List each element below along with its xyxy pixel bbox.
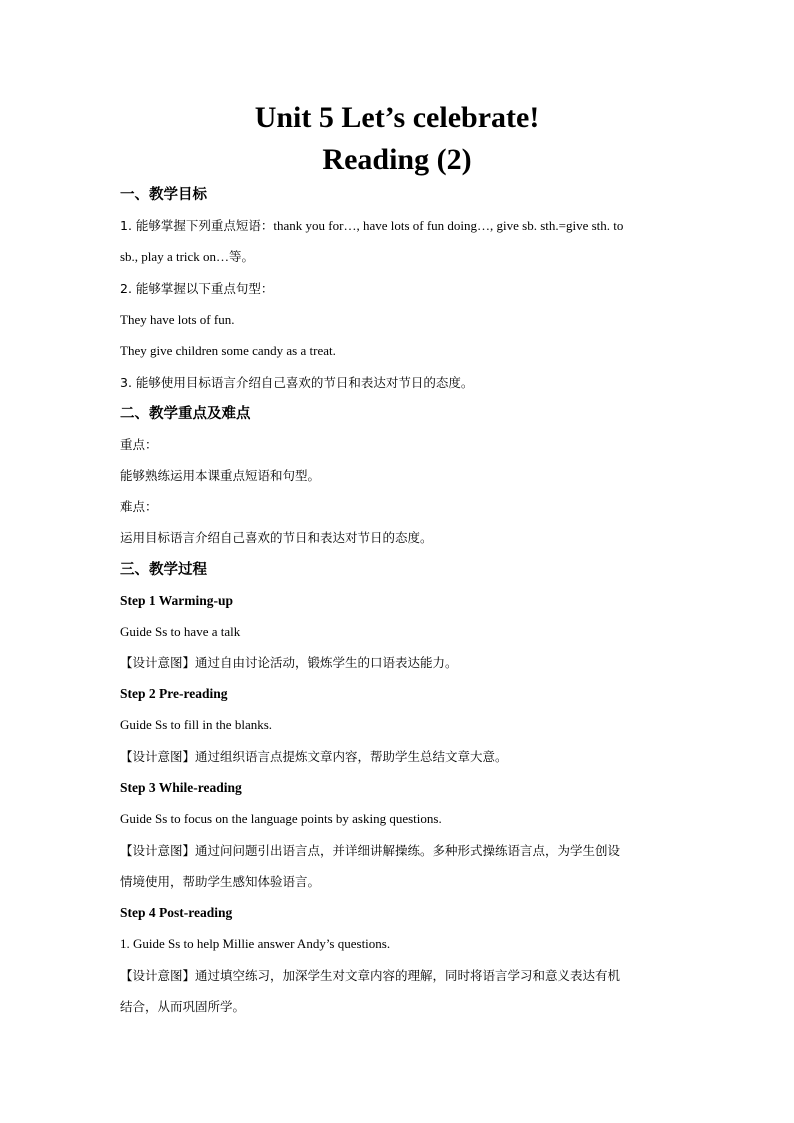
step-3-title: Step 3 While-reading <box>120 780 242 795</box>
goal-sentence-2: They give children some candy as a treat. <box>120 343 336 358</box>
step-3-design-line-1: 【设计意图】通过问问题引出语言点，并详细讲解操练。多种形式操练语言点，为学生创设 <box>120 843 621 858</box>
step-4-text: 1. Guide Ss to help Millie answer Andy’s questions. <box>120 936 391 951</box>
goal-item-3: 3. 能够使用目标语言介绍自己喜欢的节日和表达对节日的态度。 <box>120 375 474 390</box>
step-4-title: Step 4 Post-reading <box>120 905 233 920</box>
step-2-title: Step 2 Pre-reading <box>120 686 228 701</box>
goal-sentence-1: They have lots of fun. <box>120 312 235 327</box>
step-1-text: Guide Ss to have a talk <box>120 624 241 639</box>
document-title: Unit 5 Let’s celebrate! <box>254 101 540 134</box>
difficult-point-text: 运用目标语言介绍自己喜欢的节日和表达对节日的态度。 <box>120 530 433 545</box>
document-subtitle: Reading (2) <box>322 143 472 176</box>
goal-item-1-line-2 <box>120 247 254 267</box>
section-heading-key-points: 二、教学重点及难点 <box>120 406 251 422</box>
step-3-text: Guide Ss to focus on the language points by asking questions. <box>120 811 442 826</box>
difficult-point-label: 难点： <box>120 499 158 514</box>
step-4-design-line-2: 结合，从而巩固所学。 <box>120 999 246 1014</box>
section-heading-goals: 一、教学目标 <box>120 187 207 203</box>
step-4-design-line-1: 【设计意图】通过填空练习，加深学生对文章内容的理解，同时将语言学习和意义表达有机 <box>120 968 621 983</box>
key-point-text: 能够熟练运用本课重点短语和句型。 <box>120 468 321 483</box>
goal-item-1-prefix: 1. 能够掌握下列重点短语： <box>120 218 274 233</box>
goal-item-1-line-1 <box>120 216 623 236</box>
step-2-text: Guide Ss to fill in the blanks. <box>120 717 273 732</box>
goal-item-1-phrases: thank you for…, have lots of fun doing…, give sb. sth.=give sth. to <box>273 218 624 233</box>
step-2-design: 【设计意图】通过组织语言点提炼文章内容，帮助学生总结文章大意。 <box>120 749 508 764</box>
goal-item-1-suffix: 等。 <box>229 249 255 264</box>
goal-item-2: 2. 能够掌握以下重点句型： <box>120 281 274 296</box>
goal-item-1-phrases-cont: sb., play a trick on… <box>120 249 230 264</box>
section-heading-process: 三、教学过程 <box>120 562 207 578</box>
step-3-design-line-2: 情境使用，帮助学生感知体验语言。 <box>120 874 321 889</box>
step-1-title: Step 1 Warming-up <box>120 593 234 608</box>
key-point-label: 重点： <box>120 437 158 452</box>
step-1-design: 【设计意图】通过自由讨论活动，锻炼学生的口语表达能力。 <box>120 655 458 670</box>
